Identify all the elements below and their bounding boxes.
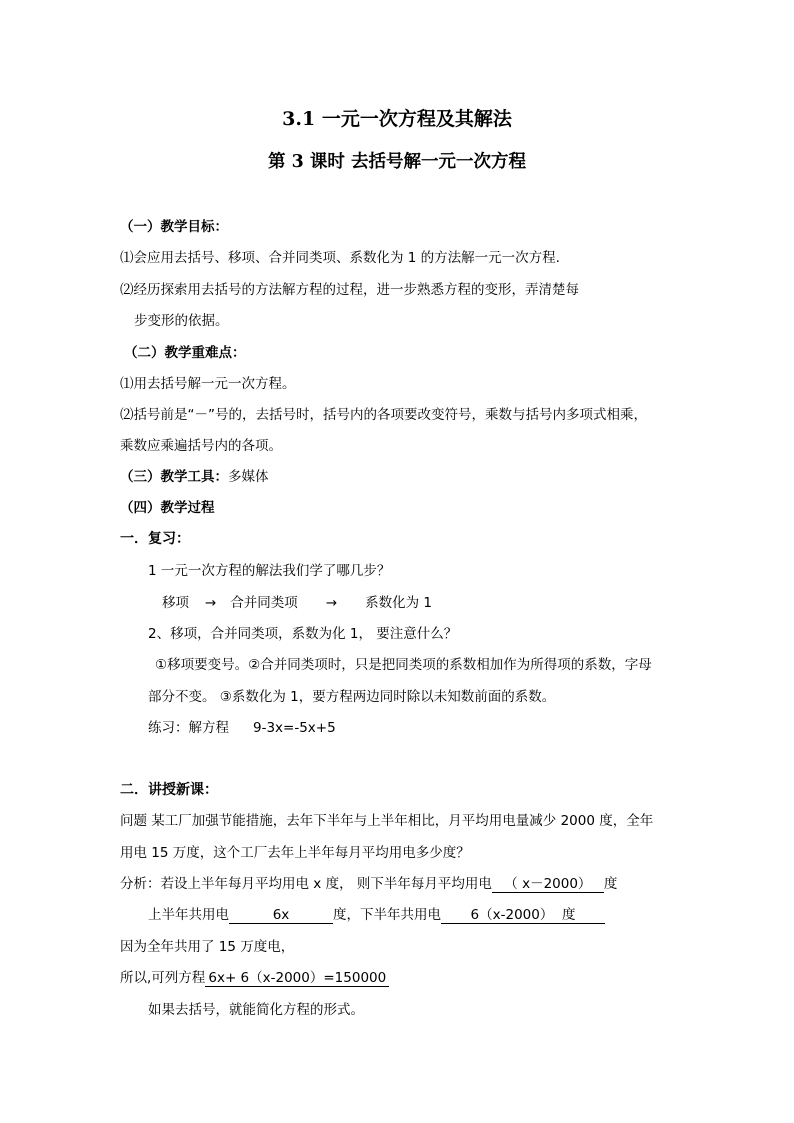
review-heading: 一．复习： <box>120 531 190 547</box>
equation-label: 所以,可列方程 <box>120 970 206 986</box>
second-half-blank <box>441 907 605 924</box>
key-point-2-line2: 乘数应乘遍括号内的各项。 <box>120 438 282 454</box>
analysis-line <box>120 875 617 893</box>
tools-value: 多媒体 <box>228 469 269 485</box>
equation-blank: 6x+ 6（x-2000）=150000 <box>205 970 389 987</box>
second-half-value: 6（x-2000） <box>470 907 554 923</box>
problem-line2: 用电 15 万度，这个工厂去年上半年每月平均用电多少度？ <box>120 845 470 861</box>
review-note-line2: 部分不变。 ③系数化为 1，要方程两边同时除以未知数前面的系数。 <box>148 689 556 705</box>
analysis-prefix: 分析：若设上半年每月平均用电 x 度， 则下半年每月平均用电 <box>120 876 492 892</box>
tools-line <box>120 468 269 486</box>
equation-line <box>120 969 389 987</box>
review-question-2: 2、移项，合并同类项，系数为化 1， 要注意什么？ <box>148 626 458 642</box>
first-half-label: 上半年共用电 <box>148 907 229 923</box>
objectives-heading: （一）教学目标： <box>120 219 228 235</box>
key-point-1: ⑴用去括号解一元一次方程。 <box>120 376 296 392</box>
key-point-2-line1: ⑵括号前是“－”号的，去括号时，括号内的各项要改变符号，乘数与括号内多项式相乘， <box>120 407 647 423</box>
practice-line <box>148 719 336 737</box>
objective-1: ⑴会应用去括号、移项、合并同类项、系数化为 1 的方法解一元一次方程. <box>120 250 560 266</box>
second-half-unit: 度 <box>561 907 576 923</box>
process-heading: （四）教学过程 <box>120 500 215 516</box>
first-half-blank: 6x <box>229 907 333 924</box>
step-transpose: 移项 <box>162 595 189 611</box>
because-line: 因为全年共用了 15 万度电， <box>120 939 295 955</box>
page-subtitle: 第 3 课时 去括号解一元一次方程 <box>268 152 526 172</box>
second-half-label: 度，下半年共用电 <box>333 907 441 923</box>
review-note-line1: ①移项要变号。②合并同类项时，只是把同类项的系数相加作为所得项的系数，字母 <box>155 657 652 673</box>
new-lesson-heading: 二．讲授新课： <box>120 782 218 798</box>
usage-line <box>148 906 605 924</box>
objective-2-line1: ⑵经历探索用去括号的方法解方程的过程，进一步熟悉方程的变形，弄清楚每 <box>120 282 579 298</box>
problem-line1: 问题 某工厂加强节能措施，去年下半年与上半年相比，月平均用电量减少 2000 度，全年 <box>120 813 654 829</box>
review-steps <box>162 594 432 612</box>
review-question-1: 1 一元一次方程的解法我们学了哪几步？ <box>148 563 391 579</box>
analysis-suffix: 度 <box>603 876 618 892</box>
arrow-icon: → <box>325 595 338 611</box>
practice-label: 练习：解方程 <box>148 720 229 736</box>
step-coefficient: 系数化为 1 <box>365 595 433 611</box>
key-points-heading: （二）教学重难点： <box>124 345 246 361</box>
tools-heading: （三）教学工具： <box>120 469 228 485</box>
arrow-icon: → <box>205 595 217 611</box>
objective-2-line2: 步变形的依据。 <box>134 313 229 329</box>
step-combine: 合并同类项 <box>230 595 298 611</box>
analysis-blank: （ x－2000） <box>492 876 604 893</box>
practice-equation: 9-3x=-5x+5 <box>253 720 336 736</box>
page-title: 3.1 一元一次方程及其解法 <box>282 108 512 130</box>
conclusion-line: 如果去括号，就能简化方程的形式。 <box>148 1002 364 1018</box>
